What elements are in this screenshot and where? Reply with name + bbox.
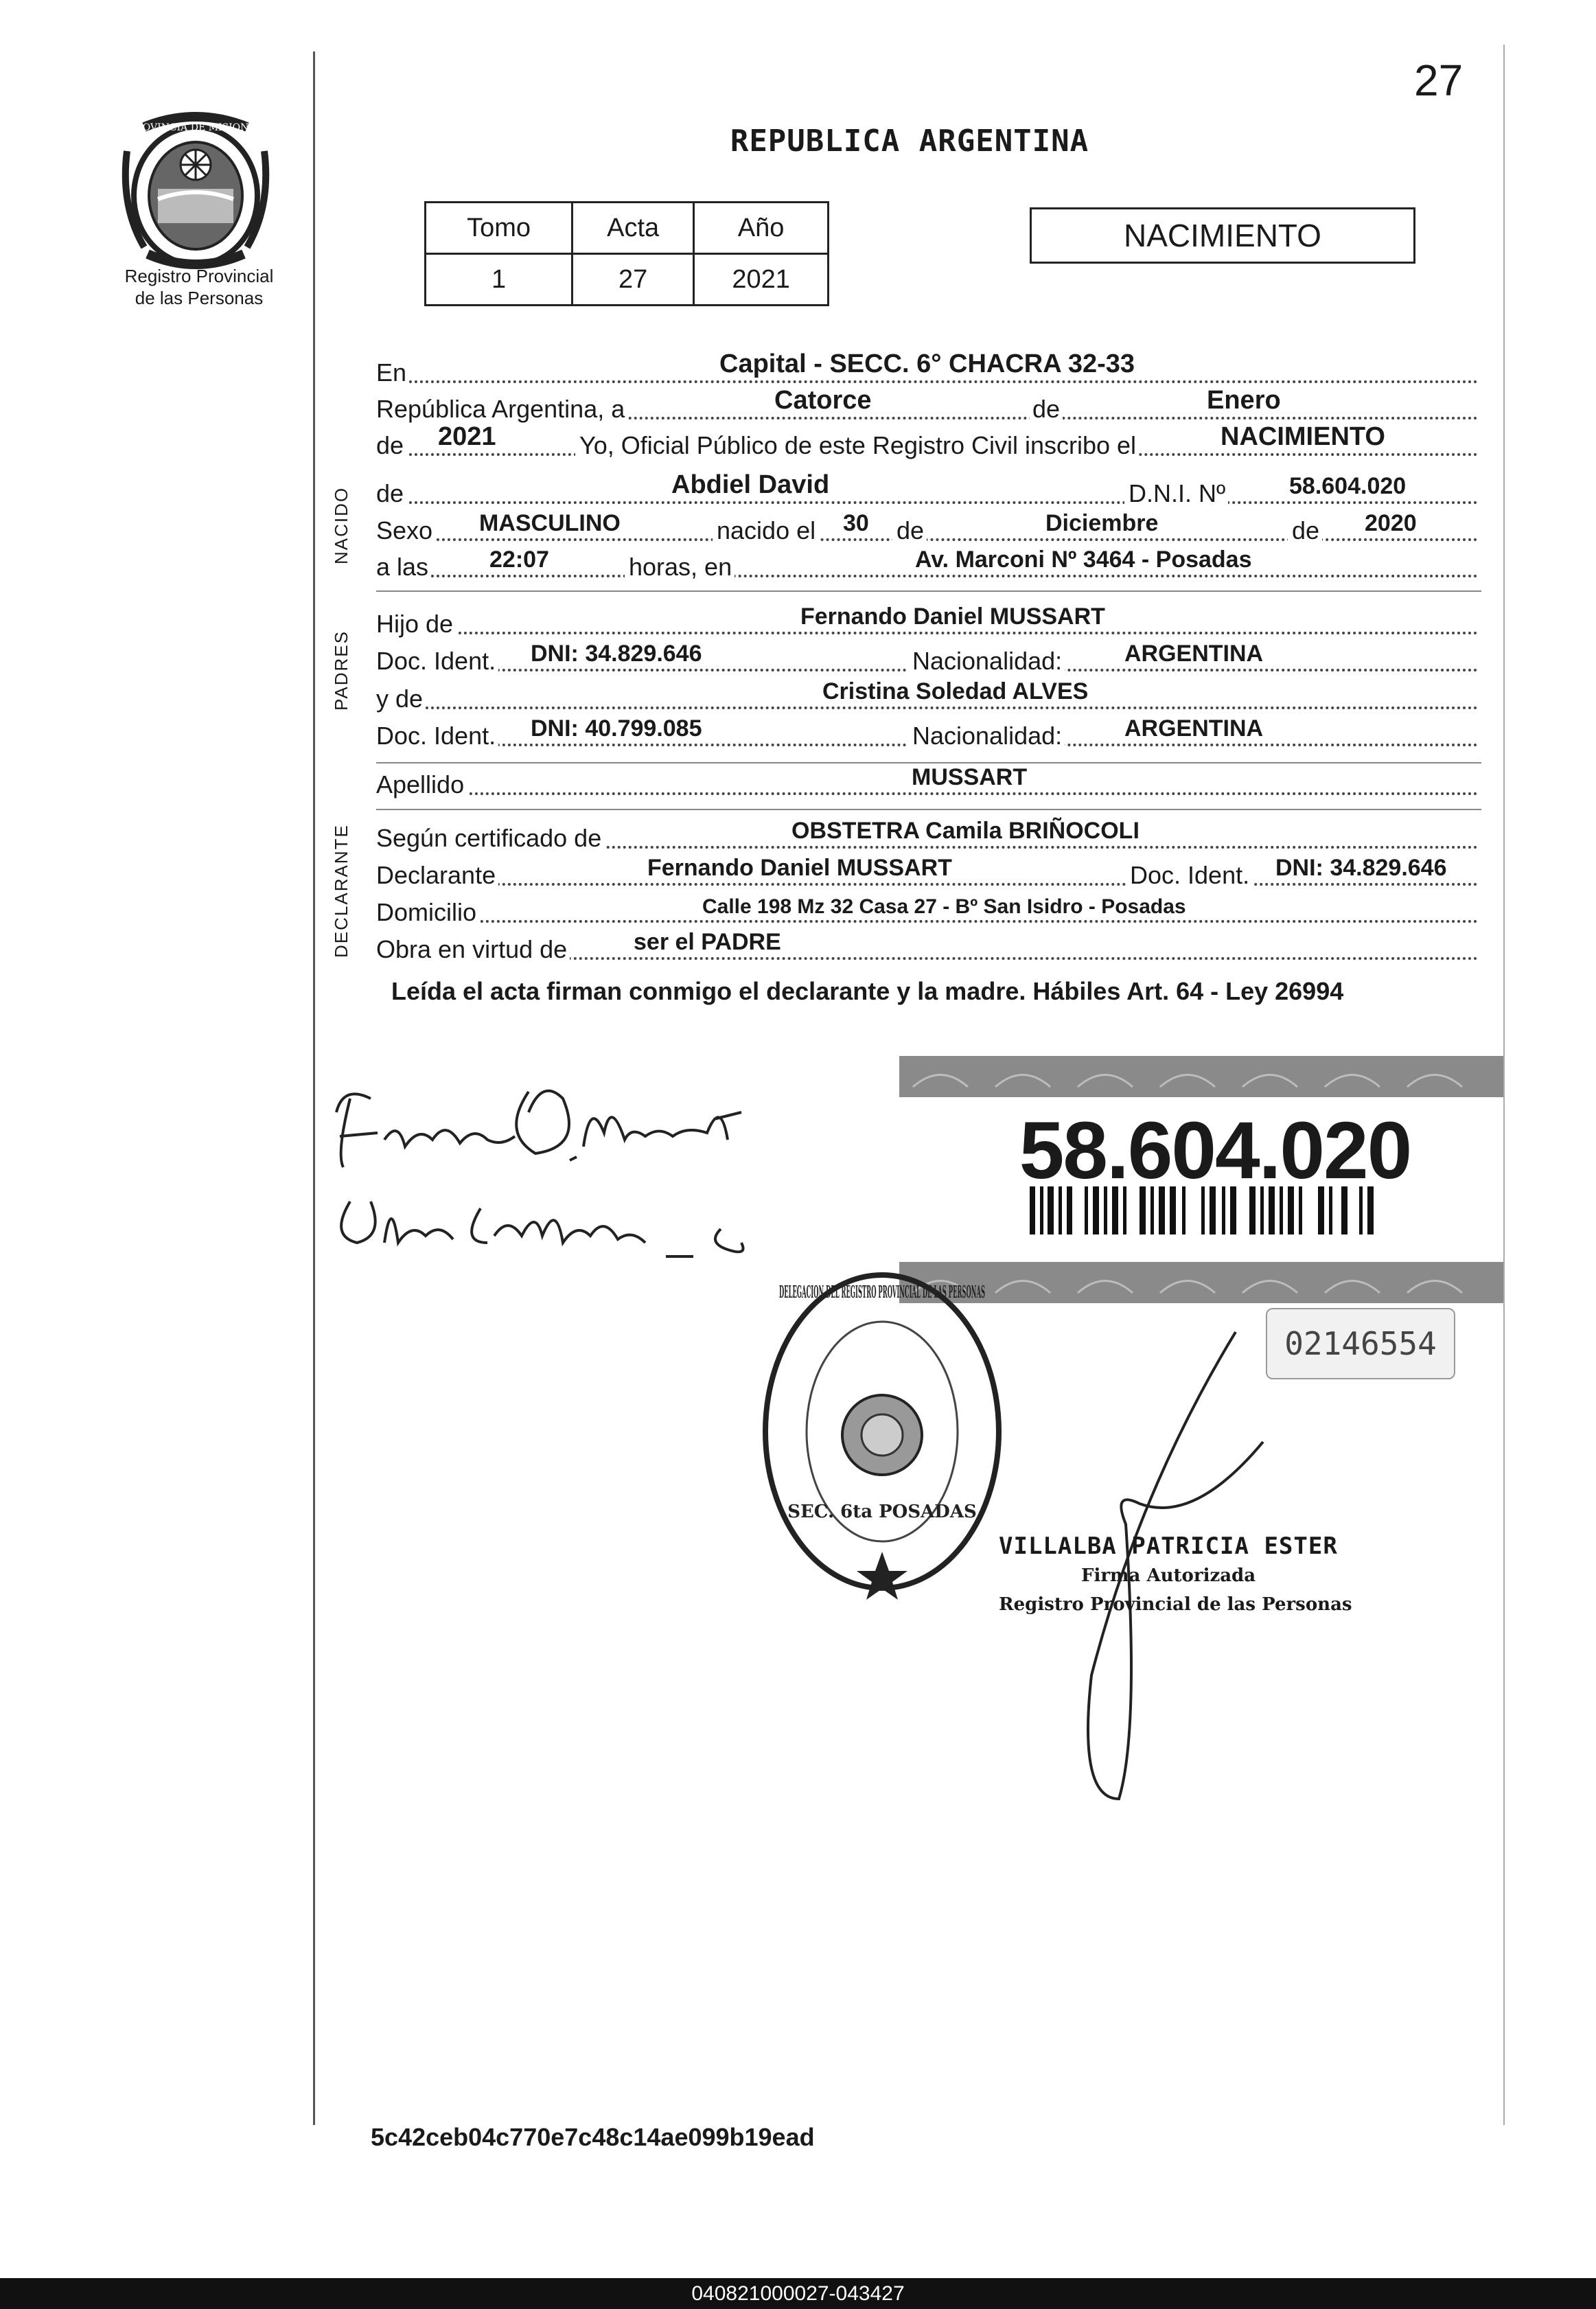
value-dia-inscripcion: Catorce <box>774 386 872 415</box>
value-anio-nac: 2020 <box>1365 510 1417 536</box>
value-mes-nac: Diciembre <box>1045 510 1159 536</box>
value-mes-inscripcion: Enero <box>1207 386 1281 415</box>
label-en: En <box>376 358 409 387</box>
label-horas-en: horas, en <box>625 553 735 582</box>
anio-value: 2021 <box>694 254 829 306</box>
label-dni: D.N.I. Nº <box>1124 479 1228 508</box>
row-certificado <box>376 817 1478 853</box>
value-padre: Fernando Daniel MUSSART <box>800 604 1105 630</box>
label-nacido-el: nacido el <box>713 516 818 545</box>
document-hash: 5c42ceb04c770e7c48c14ae099b19ead <box>371 2123 815 2151</box>
label-declarante: Declarante <box>376 861 498 890</box>
value-hora: 22:07 <box>489 547 549 573</box>
value-padre-nac: ARGENTINA <box>1124 641 1264 667</box>
dni-sticker-number: 58.604.020 <box>1019 1105 1411 1196</box>
tomo-label: Tomo <box>426 203 573 254</box>
record-type-box: NACIMIENTO <box>1030 207 1415 264</box>
value-declarante-doc: DNI: 34.829.646 <box>1275 855 1447 881</box>
section-divider <box>376 590 1481 592</box>
label-yo: Yo, Oficial Público de este Registro Civil inscribo el <box>575 431 1139 460</box>
record-table <box>424 201 829 306</box>
official-seal-icon <box>755 1263 1009 1600</box>
signer-name: VILLALBA PATRICIA ESTER <box>999 1532 1338 1560</box>
row-padre <box>376 603 1478 639</box>
label-republica: República Argentina, a <box>376 395 627 424</box>
row-nombre <box>376 472 1478 508</box>
row-obra <box>376 928 1478 964</box>
label-de: de <box>1030 395 1063 424</box>
acta-value: 27 <box>573 254 694 306</box>
parents-signatures <box>323 1071 858 1277</box>
row-inscripcion <box>376 424 1478 460</box>
anio-label: Año <box>694 203 829 254</box>
misiones-emblem-icon <box>117 110 275 275</box>
closing-note: Leída el acta firman conmigo el declarante y la madre. Hábiles Art. 64 - Ley 26994 <box>391 977 1344 1005</box>
registry-line1: Registro Provincial <box>124 266 274 286</box>
control-number: 02146554 <box>1266 1308 1455 1379</box>
value-nombre: Abdiel David <box>671 470 830 499</box>
value-sexo: MASCULINO <box>479 510 621 536</box>
label-domicilio: Domicilio <box>376 898 479 927</box>
footer-code-bar: 040821000027-043427 <box>0 2278 1596 2309</box>
page-number: 27 <box>1414 56 1464 105</box>
label-de-anio: de <box>376 431 406 460</box>
value-declarante: Fernando Daniel MUSSART <box>647 855 952 881</box>
label-doc-padre: Doc. Ident. <box>376 647 498 676</box>
left-margin-line <box>313 51 315 2125</box>
label-obra: Obra en virtud de <box>376 935 570 964</box>
label-de-mes: de <box>892 516 927 545</box>
value-obra: ser el PADRE <box>634 929 781 955</box>
row-domicilio <box>376 891 1478 927</box>
value-domicilio: Calle 198 Mz 32 Casa 27 - Bº San Isidro - Posadas <box>702 895 1186 918</box>
label-nacionalidad-madre: Nacionalidad: <box>908 722 1065 750</box>
label-a-las: a las <box>376 553 431 582</box>
section-nacido: NACIDO <box>331 486 351 564</box>
label-segun: Según certificado de <box>376 824 604 853</box>
value-apellido: MUSSART <box>912 764 1028 790</box>
label-doc-declarante: Doc. Ident. <box>1126 861 1252 890</box>
value-madre-doc: DNI: 40.799.085 <box>531 715 702 742</box>
seal-text: DELEGACION DEL REGISTRO PROVINCIAL DE LAS PERSONAS <box>779 1282 985 1302</box>
label-apellido: Apellido <box>376 770 467 799</box>
registry-line2: de las Personas <box>135 288 264 308</box>
row-hora <box>376 546 1478 582</box>
label-hijo-de: Hijo de <box>376 610 456 639</box>
row-apellido <box>376 763 1478 799</box>
value-certificado: OBSTETRA Camila BRIÑOCOLI <box>791 818 1140 844</box>
registry-name <box>82 265 316 309</box>
row-sexo <box>376 509 1478 545</box>
section-padres: PADRES <box>331 630 351 711</box>
row-declarante <box>376 854 1478 890</box>
label-nacionalidad-padre: Nacionalidad: <box>908 647 1065 676</box>
emblem-text: PROVINCIA DE MISIONES <box>128 122 263 133</box>
row-madre-doc <box>376 715 1478 750</box>
section-declarante: DECLARANTE <box>331 824 351 958</box>
label-doc-madre: Doc. Ident. <box>376 722 498 750</box>
section-divider <box>376 809 1481 810</box>
value-madre: Cristina Soledad ALVES <box>822 678 1089 704</box>
label-sexo: Sexo <box>376 516 435 545</box>
acta-label: Acta <box>573 203 694 254</box>
right-margin-line <box>1503 45 1505 2125</box>
label-y-de: y de <box>376 685 426 713</box>
tomo-value: 1 <box>426 254 573 306</box>
signer-role: Firma Autorizada <box>1081 1565 1256 1586</box>
row-lugar <box>376 349 1478 387</box>
value-madre-nac: ARGENTINA <box>1124 715 1264 742</box>
label-de-nombre: de <box>376 479 406 508</box>
value-lugar-nac: Av. Marconi Nº 3464 - Posadas <box>915 547 1252 573</box>
value-dni: 58.604.020 <box>1289 473 1407 499</box>
seal-inner-text: SEC. 6ta POSADAS <box>787 1502 977 1522</box>
label-de-anio-nac: de <box>1288 516 1322 545</box>
row-madre <box>376 678 1478 713</box>
row-padre-doc <box>376 640 1478 676</box>
value-anio-inscripcion: 2021 <box>438 422 496 451</box>
row-fecha-inscripcion <box>376 388 1478 424</box>
value-lugar: Capital - SECC. 6° CHACRA 32-33 <box>719 349 1135 378</box>
value-padre-doc: DNI: 34.829.646 <box>531 641 702 667</box>
signer-organization: Registro Provincial de las Personas <box>999 1594 1352 1615</box>
page-title: REPUBLICA ARGENTINA <box>730 124 1089 159</box>
value-tipo: NACIMIENTO <box>1221 422 1385 451</box>
value-dia-nac: 30 <box>843 510 869 536</box>
